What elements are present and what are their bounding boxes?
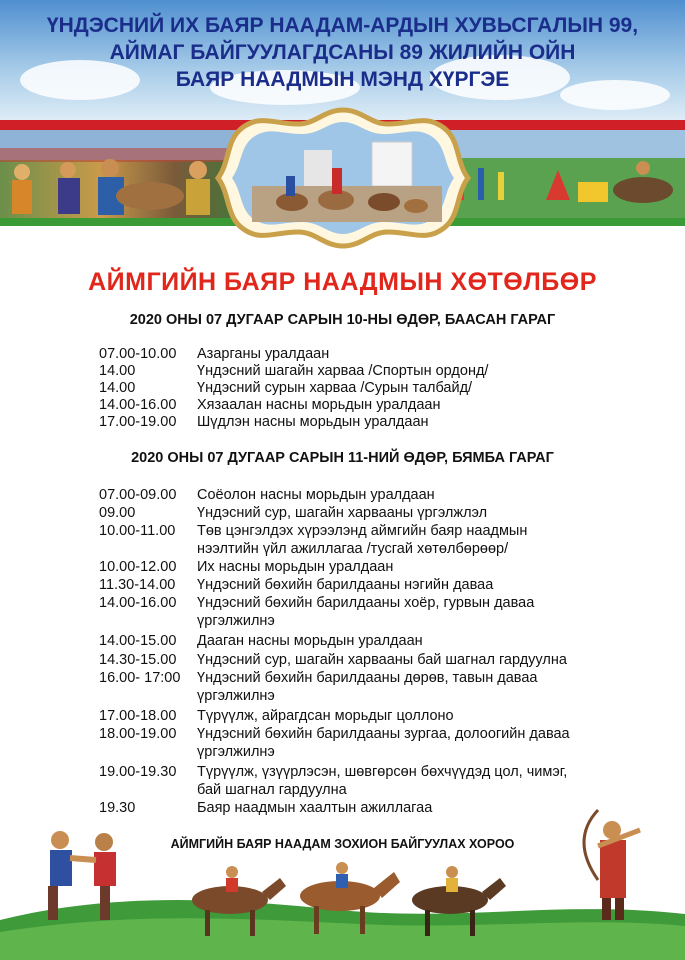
event-name: Үндэсний бөхийн барилдааны дөрөв, тавын даваа: [197, 670, 538, 686]
event-name: Дааган насны морьдын уралдаан: [197, 633, 423, 649]
schedule-row: [99, 577, 493, 593]
schedule-row: [99, 487, 435, 503]
wrestlers-icon: [48, 831, 116, 920]
event-name-continued: нээлтийн үйл ажиллагаа /тусгай хөтөлбөрөөр/: [197, 541, 509, 557]
event-time: 17.00-18.00: [99, 708, 177, 724]
schedule-row: [99, 652, 567, 668]
program-title: АЙМГИЙН БАЯР НААДМЫН ХӨТӨЛБӨР: [88, 268, 597, 296]
event-time: 19.30: [99, 800, 136, 816]
greeting-line-2: АЙМАГ БАЙГУУЛАГДСАНЫ 89 ЖИЛИЙН ОЙН: [109, 41, 576, 64]
greeting-line-3: БАЯР НААДМЫН МЭНД ХҮРГЭЕ: [175, 68, 510, 91]
event-name-continued: бай шагнал гардуулна: [197, 782, 347, 798]
schedule-row: [99, 633, 423, 649]
event-name: Үндэсний бөхийн барилдааны зургаа, долоогийн даваа: [197, 726, 570, 742]
event-name: Түрүүлж, үзүүрлэсэн, шөвгөрсөн бөхчүүдэд цол, чимэг,: [197, 764, 568, 780]
event-time: 07.00-09.00: [99, 487, 177, 503]
event-time: 14.00-15.00: [99, 633, 177, 649]
event-name: Үндэсний сур, шагайн харвааны бай шагнал гардуулна: [197, 652, 567, 668]
event-name-continued: үргэлжилнэ: [197, 744, 275, 760]
event-time: 19.00-19.30: [99, 764, 177, 780]
schedule-row: [99, 346, 329, 362]
event-time: 14.30-15.00: [99, 652, 177, 668]
event-time: 18.00-19.00: [99, 726, 177, 742]
event-time: 09.00: [99, 505, 136, 521]
event-time: 14.00: [99, 363, 136, 379]
schedule-row: [99, 764, 567, 780]
central-medallion: [212, 106, 474, 250]
event-name: Үндэсний сур, шагайн харвааны үргэлжлэл: [197, 505, 488, 521]
event-time: 17.00-19.00: [99, 414, 177, 430]
event-name: Шүдлэн насны морьдын уралдаан: [197, 414, 429, 430]
event-name: Түрүүлж, айрагдсан морьдыг цоллоно: [197, 708, 454, 724]
event-time: 10.00-11.00: [99, 523, 176, 539]
sports-figures-illustration: [0, 800, 685, 960]
schedule-row: [99, 726, 570, 742]
schedule-row: [99, 595, 534, 611]
event-time: 10.00-12.00: [99, 559, 177, 575]
schedule-row: [99, 397, 440, 413]
greeting-line-1: ҮНДЭСНИЙ ИХ БАЯР НААДАМ-АРДЫН ХУВЬСГАЛЫН 99,: [46, 14, 639, 37]
schedule-row: [99, 363, 488, 379]
schedule-row: [99, 380, 472, 396]
event-name-continued: үргэлжилнэ: [197, 613, 275, 629]
event-name: Баяр наадмын хаалтын ажиллагаа: [197, 800, 433, 816]
event-time: 14.00-16.00: [99, 397, 177, 413]
event-name-continued: үргэлжилнэ: [197, 688, 275, 704]
event-time: 14.00-16.00: [99, 595, 177, 611]
event-name: Үндэсний бөхийн барилдааны хоёр, гурвын даваа: [197, 595, 535, 611]
horse-racing-icon: [192, 862, 506, 936]
event-name: Үндэсний сурын харваа /Сурын талбайд/: [197, 380, 473, 396]
organizing-committee: АЙМГИЙН БАЯР НААДАМ ЗОХИОН БАЙГУУЛАХ ХОРОО: [170, 837, 515, 851]
archer-icon: [584, 810, 640, 920]
event-name: Азарганы уралдаан: [197, 346, 330, 362]
event-time: 11.30-14.00: [99, 577, 176, 593]
schedule-row: [99, 708, 454, 724]
event-name: Их насны морьдын уралдаан: [197, 559, 394, 575]
schedule-row: [99, 670, 537, 686]
schedule-row: [99, 505, 487, 521]
festival-photo-right: [438, 130, 685, 218]
event-time: 14.00: [99, 380, 136, 396]
event-time: 16.00- 17:00: [99, 670, 181, 686]
schedule-row: [99, 414, 429, 430]
schedule-row: [99, 523, 527, 539]
event-name: Хязаалан насны морьдын уралдаан: [197, 397, 441, 413]
day-1-heading: 2020 ОНЫ 07 ДУГААР САРЫН 10-НЫ ӨДӨР, БААСАН ГАРАГ: [129, 312, 556, 328]
day-2-heading: 2020 ОНЫ 07 ДУГААР САРЫН 11-НИЙ ӨДӨР, БЯМБА ГАРАГ: [131, 450, 554, 466]
event-name: Соёолон насны морьдын уралдаан: [197, 487, 435, 503]
event-name: Төв цэнгэлдэх хүрээлэнд аймгийн баяр наадмын: [197, 523, 528, 539]
schedule-row: [99, 559, 393, 575]
event-name: Үндэсний бөхийн барилдааны нэгийн даваа: [197, 577, 494, 593]
greeting-header: [0, 12, 685, 93]
event-name: Үндэсний шагайн харваа /Спортын ордонд/: [197, 363, 489, 379]
event-time: 07.00-10.00: [99, 346, 177, 362]
